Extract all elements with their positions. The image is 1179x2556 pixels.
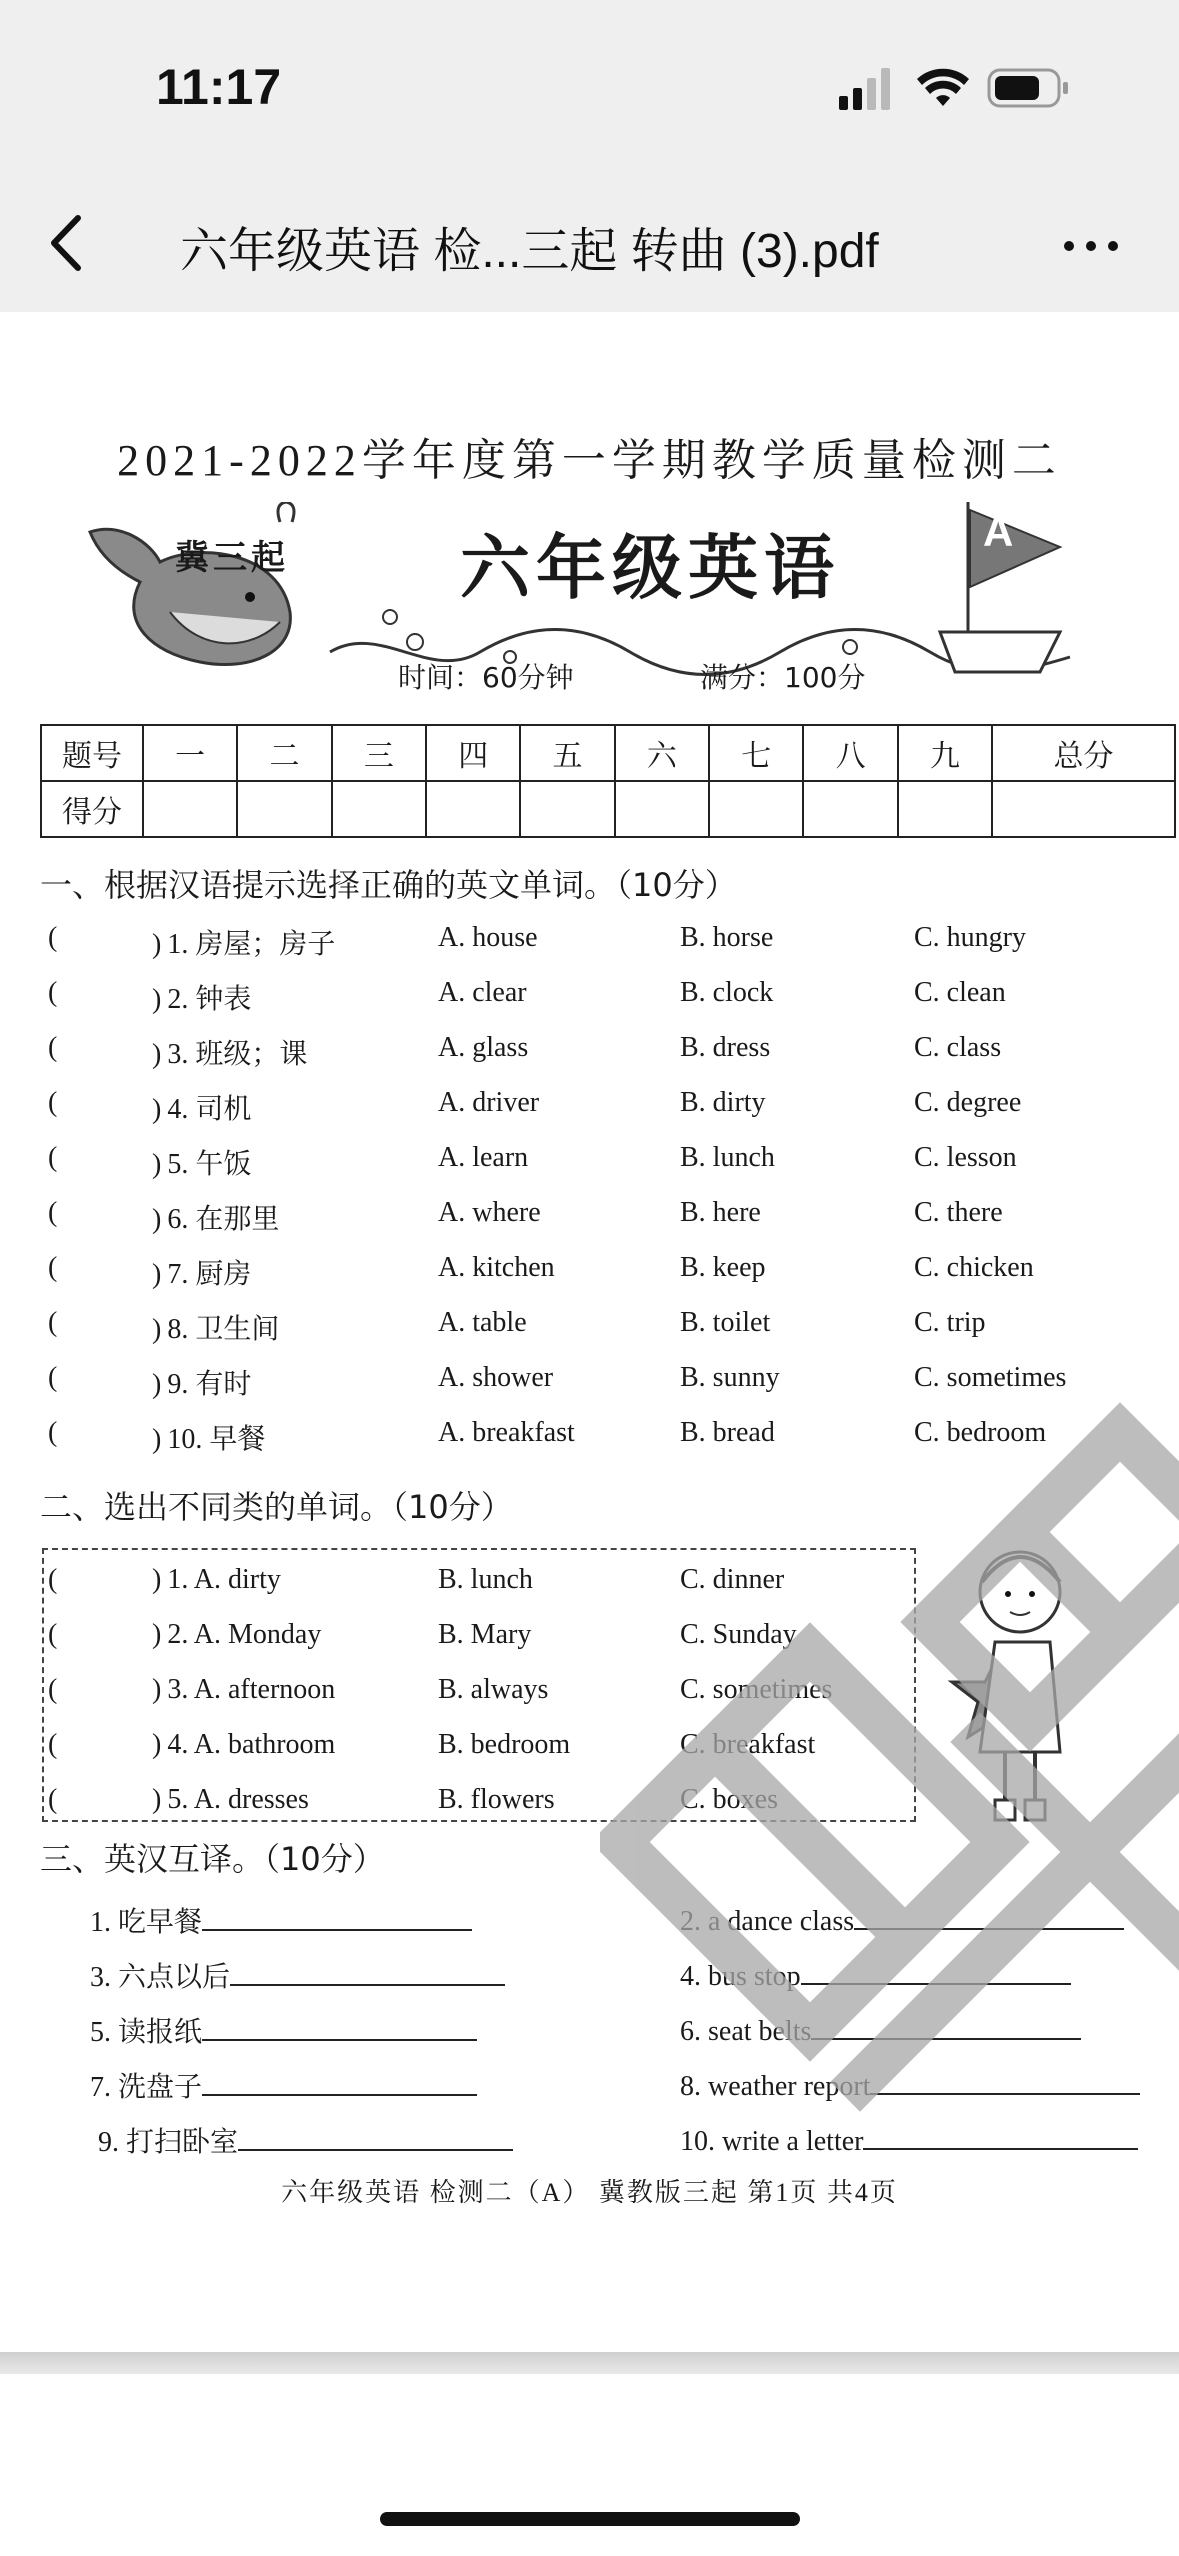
answer-paren-open: (	[48, 1417, 58, 1448]
translation-prompt: 3. 六点以后	[90, 1962, 231, 1993]
question-text	[152, 922, 335, 962]
table-cell: 九	[898, 725, 992, 781]
answer-blank[interactable]	[238, 2121, 513, 2151]
translation-prompt: 4. bus stop	[680, 1961, 801, 1992]
option-a: A. kitchen	[438, 1252, 555, 1283]
more-options-icon[interactable]	[1061, 236, 1121, 256]
translation-prompt: 9. 打扫卧室	[98, 2127, 239, 2158]
answer-paren-close: )	[152, 1314, 162, 1345]
translation-item	[90, 2065, 477, 2105]
table-cell: 二	[237, 725, 331, 781]
option-a: A. house	[438, 922, 538, 953]
question-text	[152, 1032, 307, 1072]
question-text	[152, 1784, 309, 1816]
translation-item	[680, 2065, 1140, 2103]
answer-blank[interactable]	[870, 2065, 1140, 2095]
option-b: B. bread	[680, 1417, 775, 1448]
page-footer: 六年级英语 检测二（A） 冀教版三起 第1页 共4页	[281, 2178, 898, 2207]
option-b: B. Mary	[438, 1619, 532, 1650]
question-prompt: 1. 房屋；房子	[167, 929, 336, 960]
table-cell: 五	[520, 725, 614, 781]
question-text	[152, 1197, 279, 1237]
section-2-title: 二、选出不同类的单词。（10分）	[40, 1488, 513, 1526]
question-prompt: 9. 有时	[167, 1369, 252, 1400]
answer-blank[interactable]	[230, 1956, 505, 1986]
option-a: A. glass	[438, 1032, 529, 1063]
option-a: 5. A. dresses	[167, 1784, 309, 1815]
question-prompt: 3. 班级；课	[167, 1039, 308, 1070]
option-c: C. sometimes	[680, 1674, 833, 1705]
answer-paren-close: )	[152, 1369, 162, 1400]
question-row	[48, 1142, 1168, 1192]
question-text	[152, 1362, 251, 1402]
answer-paren-close: )	[152, 929, 162, 960]
table-cell: 得分	[41, 781, 143, 837]
answer-paren-open: (	[48, 1252, 58, 1283]
answer-paren-open: (	[48, 1674, 58, 1705]
question-text	[152, 1307, 279, 1347]
answer-paren-close: )	[152, 1259, 162, 1290]
question-prompt: 7. 厨房	[167, 1259, 252, 1290]
girl-illustration	[940, 1532, 1090, 1832]
option-b: B. always	[438, 1674, 549, 1705]
question-text	[152, 1417, 265, 1457]
question-row	[48, 1417, 1168, 1467]
answer-paren-close: )	[152, 1149, 162, 1180]
section-3-title: 三、英汉互译。（10分）	[40, 1840, 385, 1878]
answer-blank[interactable]	[202, 1901, 472, 1931]
option-b: B. toilet	[680, 1307, 771, 1338]
top-bar	[0, 0, 1179, 312]
question-prompt: 8. 卫生间	[167, 1314, 280, 1345]
answer-paren-close: )	[152, 1424, 162, 1455]
table-cell: 一	[143, 725, 237, 781]
option-c: C. breakfast	[680, 1729, 816, 1760]
flag-letter: A	[983, 508, 1014, 555]
option-b: B. flowers	[438, 1784, 555, 1815]
question-prompt: 4. 司机	[167, 1094, 252, 1125]
question-text	[152, 1252, 251, 1292]
answer-paren-open: (	[48, 1087, 58, 1118]
table-cell: 四	[426, 725, 520, 781]
option-a: 1. A. dirty	[167, 1564, 281, 1595]
question-text	[152, 1674, 335, 1706]
option-b: B. dirty	[680, 1087, 766, 1118]
option-c: C. dinner	[680, 1564, 785, 1595]
translation-item	[90, 1900, 472, 1940]
document-title: 六年级英语 检...三起 转曲 (3).pdf	[180, 225, 879, 278]
answer-paren-open: (	[48, 1619, 58, 1650]
question-row	[48, 1362, 1168, 1412]
table-cell: 八	[803, 725, 897, 781]
answer-paren-open: (	[48, 1197, 58, 1228]
option-b: B. lunch	[438, 1564, 533, 1595]
answer-blank[interactable]	[863, 2120, 1138, 2150]
option-a: 2. A. Monday	[167, 1619, 322, 1650]
translation-prompt: 2. a dance class	[680, 1906, 855, 1937]
question-row	[48, 1307, 1168, 1357]
answer-blank[interactable]	[801, 1955, 1071, 1985]
option-a: A. breakfast	[438, 1417, 575, 1448]
battery-icon	[989, 70, 1068, 106]
table-cell: 六	[615, 725, 709, 781]
translation-prompt: 8. weather report	[680, 2071, 871, 2102]
translation-item	[680, 1900, 1124, 1938]
option-c: C. sometimes	[914, 1362, 1067, 1393]
answer-paren-close: )	[152, 1619, 162, 1650]
translation-prompt: 1. 吃早餐	[90, 1907, 203, 1938]
section-1-title: 一、根据汉语提示选择正确的英文单词。（10分）	[40, 866, 737, 904]
answer-paren-open: (	[48, 977, 58, 1008]
question-row	[48, 1087, 1168, 1137]
answer-paren-open: (	[48, 922, 58, 953]
option-c: C. boxes	[680, 1784, 778, 1815]
option-c: C. degree	[914, 1087, 1022, 1118]
answer-blank[interactable]	[202, 2066, 477, 2096]
table-cell: 题号	[41, 725, 143, 781]
score-table-header-row	[41, 725, 1175, 781]
status-time: 11:17	[156, 59, 282, 115]
translation-item	[90, 2010, 477, 2050]
question-prompt: 2. 钟表	[167, 984, 252, 1015]
option-b: B. clock	[680, 977, 774, 1008]
option-b: B. sunny	[680, 1362, 780, 1393]
home-indicator[interactable]	[380, 2512, 800, 2526]
question-prompt: 10. 早餐	[167, 1424, 266, 1455]
option-a: 4. A. bathroom	[167, 1729, 336, 1760]
question-text	[152, 1087, 251, 1127]
option-c: C. bedroom	[914, 1417, 1047, 1448]
wifi-icon	[917, 69, 969, 106]
option-c: C. there	[914, 1197, 1003, 1228]
translation-prompt: 5. 读报纸	[90, 2017, 203, 2048]
translation-item	[90, 1955, 505, 1995]
question-text	[152, 977, 251, 1017]
answer-paren-close: )	[152, 1674, 162, 1705]
status-icons	[839, 66, 1079, 110]
option-c: C. trip	[914, 1307, 986, 1338]
option-a: A. learn	[438, 1142, 529, 1173]
pdf-page[interactable]	[0, 312, 1179, 2352]
table-cell: 总分	[992, 725, 1175, 781]
answer-paren-open: (	[48, 1564, 58, 1595]
question-prompt: 5. 午饭	[167, 1149, 252, 1180]
option-c: C. class	[914, 1032, 1002, 1063]
answer-paren-close: )	[152, 1564, 162, 1595]
table-cell: 七	[709, 725, 803, 781]
score-table-score-row	[41, 781, 1175, 837]
score-table	[40, 724, 1176, 838]
translation-item	[98, 2120, 513, 2160]
option-b: B. horse	[680, 922, 774, 953]
option-c: C. lesson	[914, 1142, 1017, 1173]
answer-paren-close: )	[152, 1729, 162, 1760]
option-c: C. Sunday	[680, 1619, 797, 1650]
option-b: B. lunch	[680, 1142, 775, 1173]
answer-paren-open: (	[48, 1142, 58, 1173]
answer-paren-close: )	[152, 1039, 162, 1070]
question-text	[152, 1564, 281, 1596]
answer-paren-close: )	[152, 1094, 162, 1125]
question-text	[152, 1142, 251, 1182]
brand-label: 冀三起	[175, 538, 289, 578]
option-a: A. where	[438, 1197, 541, 1228]
question-prompt: 6. 在那里	[167, 1204, 280, 1235]
answer-blank[interactable]	[811, 2010, 1081, 2040]
back-icon[interactable]	[40, 208, 100, 278]
option-b: B. here	[680, 1197, 761, 1228]
translation-item	[680, 2010, 1081, 2048]
answer-paren-open: (	[48, 1784, 58, 1815]
exam-time: 时间：60分钟	[398, 661, 574, 694]
answer-blank[interactable]	[854, 1900, 1124, 1930]
table-cell: 三	[332, 725, 426, 781]
option-b: B. dress	[680, 1032, 771, 1063]
option-b: B. keep	[680, 1252, 766, 1283]
option-a: A. shower	[438, 1362, 554, 1393]
question-row	[48, 1032, 1168, 1082]
option-c: C. hungry	[914, 922, 1026, 953]
next-page-area	[0, 2374, 1179, 2556]
whale-icon	[80, 502, 310, 682]
exam-header-title: 2021-2022学年度第一学期教学质量检测二	[117, 436, 1062, 485]
option-a: A. clear	[438, 977, 527, 1008]
option-a: A. driver	[438, 1087, 540, 1118]
question-row	[48, 977, 1168, 1027]
translation-prompt: 6. seat belts	[680, 2016, 812, 2047]
question-text	[152, 1729, 335, 1761]
answer-paren-open: (	[48, 1032, 58, 1063]
answer-blank[interactable]	[202, 2011, 477, 2041]
option-a: A. table	[438, 1307, 527, 1338]
answer-paren-open: (	[48, 1307, 58, 1338]
answer-paren-open: (	[48, 1729, 58, 1760]
translation-item	[680, 2120, 1138, 2158]
answer-paren-close: )	[152, 1784, 162, 1815]
subject-title: 六年级英语	[460, 527, 840, 609]
answer-paren-close: )	[152, 1204, 162, 1235]
translation-prompt: 10. write a letter	[680, 2126, 864, 2157]
signal-icon	[839, 68, 890, 110]
translation-prompt: 7. 洗盘子	[90, 2072, 203, 2103]
question-row	[48, 1252, 1168, 1302]
question-row	[48, 922, 1168, 972]
answer-paren-open: (	[48, 1362, 58, 1393]
question-row	[48, 1197, 1168, 1247]
option-c: C. chicken	[914, 1252, 1034, 1283]
option-c: C. clean	[914, 977, 1006, 1008]
translation-item	[680, 1955, 1071, 1993]
answer-paren-close: )	[152, 984, 162, 1015]
exam-full-score: 满分：100分	[700, 661, 866, 694]
option-b: B. bedroom	[438, 1729, 571, 1760]
question-text	[152, 1619, 321, 1651]
page-separator	[0, 2352, 1179, 2374]
option-a: 3. A. afternoon	[167, 1674, 336, 1705]
